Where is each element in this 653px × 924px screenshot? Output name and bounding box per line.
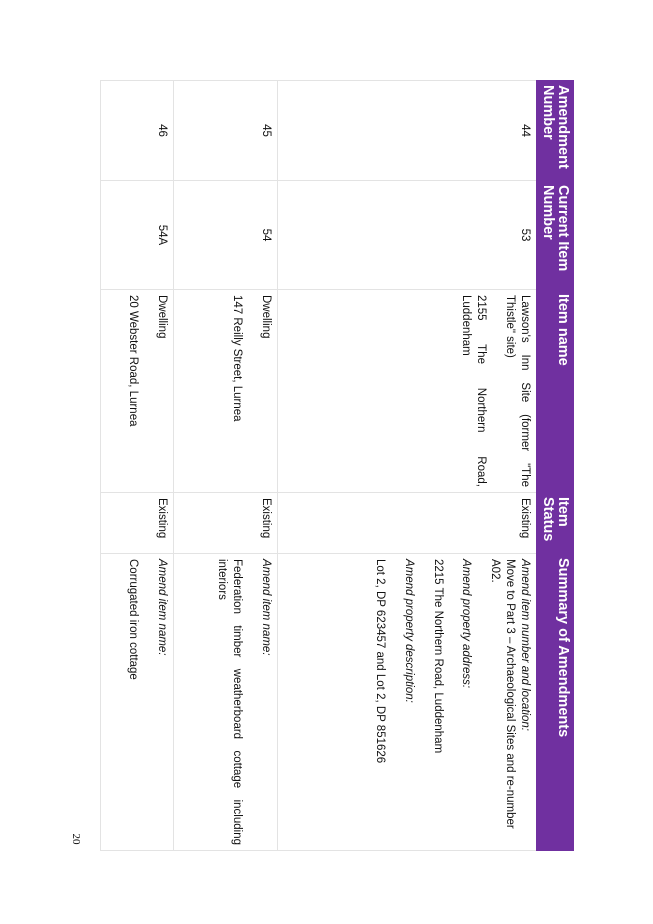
amendments-table [100,80,574,851]
header-summary-of-amendments: Summary of Amendments [536,554,573,851]
item-address: 20 Webster Road, Lurnea [126,295,139,427]
table-row [100,81,173,851]
summary-label: Amend item number and location: [518,559,531,731]
header-current-item-number: Current Item Number [536,181,573,290]
page-number: 20 [70,833,82,845]
item-status-cell: Existing [173,493,277,554]
amendment-number-cell: 45 [173,81,277,181]
item-address: 147 Reilly Street, Lurnea [230,295,243,422]
summary-label: Amend item name: [155,559,168,656]
table-header-row [536,81,573,851]
summary-text: 2215 The Northern Road, Luddenham [431,559,444,754]
summary-text: Move to Part 3 – Archaeological Sites and re-number A02. [489,559,516,829]
summary-cell [100,554,173,851]
summary-cell [277,554,536,851]
item-name: Lawson's Inn Site (former "The Thistle" site) [503,295,531,487]
summary-label: Amend item name: [259,559,272,656]
table-row [173,81,277,851]
item-name-cell [100,290,173,493]
item-name-cell [173,290,277,493]
summary-label: Amend property address: [460,559,473,689]
amendment-number-cell: 46 [100,81,173,181]
current-item-number-cell: 53 [277,181,536,290]
header-item-name: Item name [536,290,573,493]
rotated-table-container [118,80,574,850]
summary-text: Federation timber weatherboard cottage including interiors [216,559,243,845]
item-status-cell: Existing [100,493,173,554]
header-item-status: Item Status [536,493,573,554]
item-name-cell [277,290,536,493]
item-name: Dwelling [155,295,168,339]
item-name: Dwelling [259,295,272,339]
current-item-number-cell: 54A [100,181,173,290]
summary-text: Corrugated iron cottage [126,559,139,680]
table-row [277,81,536,851]
summary-cell [173,554,277,851]
summary-text: Lot 2, DP 623457 and Lot 2, DP 851626 [374,559,387,764]
summary-label: Amend property description: [402,559,415,703]
header-amendment-number: Amendment Number [536,81,573,181]
amendment-number-cell: 44 [277,81,536,181]
current-item-number-cell: 54 [173,181,277,290]
item-address: 2155 The Northern Road, Luddenham [460,295,488,487]
item-status-cell: Existing [277,493,536,554]
